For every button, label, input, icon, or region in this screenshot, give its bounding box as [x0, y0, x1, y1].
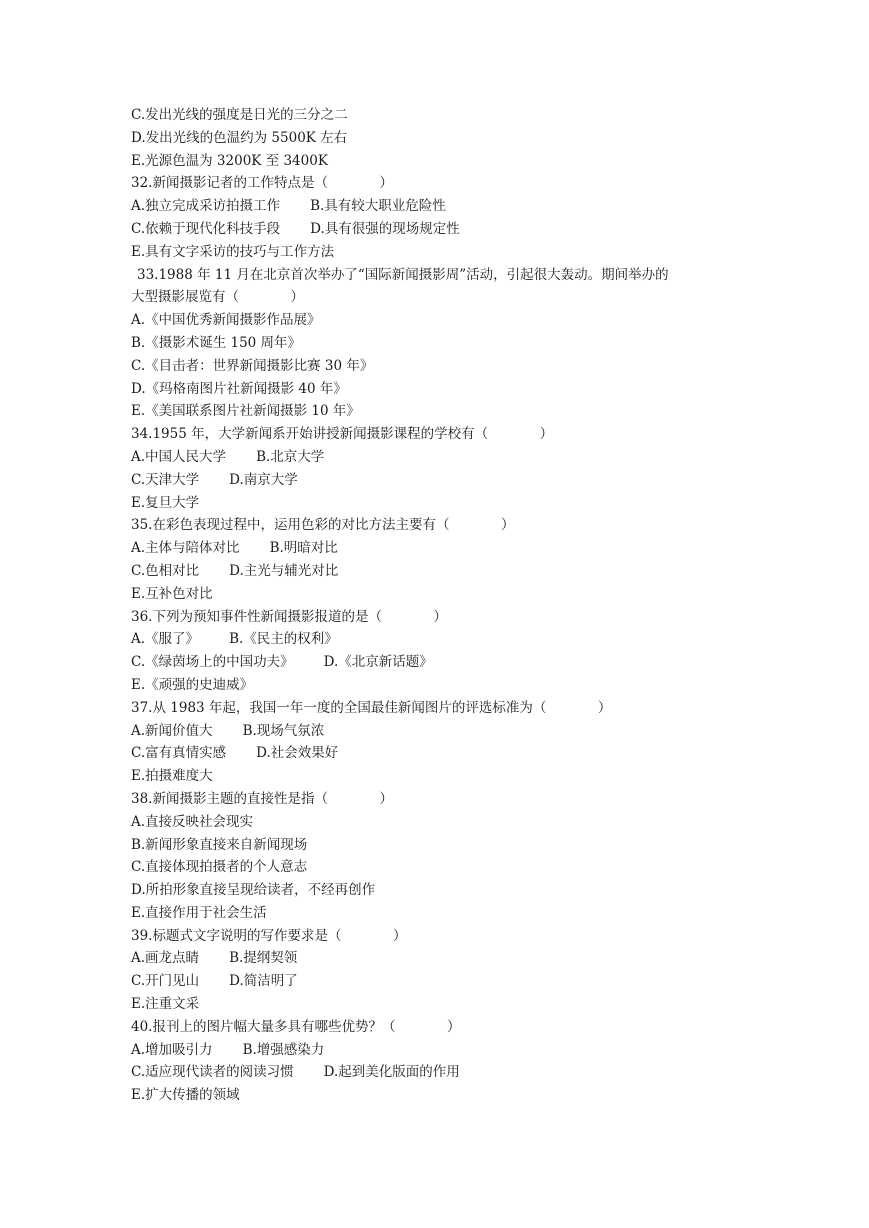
- option-line: C.富有真情实感 D.社会效果好: [131, 745, 339, 762]
- option-line: C.适应现代读者的阅读习惯 D.起到美化版面的作用: [131, 1064, 460, 1081]
- option-line: C.直接体现拍摄者的个人意志: [131, 859, 308, 876]
- option-line: E.直接作用于社会生活: [131, 904, 267, 921]
- option-line: C.《目击者：世界新闻摄影比赛 30 年》: [131, 357, 374, 374]
- option-line: C.依赖于现代化科技手段 D.具有很强的现场规定性: [131, 220, 460, 237]
- option-line: E.拍摄难度大: [131, 768, 213, 785]
- question-line: 32.新闻摄影记者的工作特点是（ ）: [131, 175, 393, 192]
- question-line: 35.在彩色表现过程中，运用色彩的对比方法主要有（ ）: [131, 517, 515, 534]
- option-line: E.复旦大学: [131, 494, 200, 511]
- option-line: D.发出光线的色温约为 5500K 左右: [131, 129, 348, 146]
- option-line: E.具有文字采访的技巧与工作方法: [131, 243, 335, 260]
- option-line: E.光源色温为 3200K 至 3400K: [131, 152, 328, 169]
- question-line: 39.标题式文字说明的写作要求是（ ）: [131, 927, 407, 944]
- option-line: A.中国人民大学 B.北京大学: [131, 448, 325, 465]
- question-line: 38.新闻摄影主题的直接性是指（ ）: [131, 790, 393, 807]
- option-line: E.《顽强的史迪威》: [131, 676, 254, 693]
- option-line: E.互补色对比: [131, 585, 213, 602]
- option-line: B.新闻形象直接来自新闻现场: [131, 836, 308, 853]
- question-line: 36.下列为预知事件性新闻摄影报道的是（ ）: [131, 608, 447, 625]
- option-line: C.天津大学 D.南京大学: [131, 471, 298, 488]
- option-line: A.《服了》 B.《民主的权利》: [131, 631, 338, 648]
- option-line: A.直接反映社会现实: [131, 813, 254, 830]
- option-line: A.增加吸引力 B.增强感染力: [131, 1041, 325, 1058]
- option-line: A.新闻价值大 B.现场气氛浓: [131, 722, 325, 739]
- option-line: E.扩大传播的领域: [131, 1087, 240, 1104]
- option-line: C.《绿茵场上的中国功夫》 D.《北京新话题》: [131, 654, 433, 671]
- option-line: C.开门见山 D.简洁明了: [131, 973, 298, 990]
- question-line: 33.1988 年 11 月在北京首次举办了“国际新闻摄影周”活动，引起很大轰动。期间举办的: [137, 266, 669, 283]
- option-line: D.《玛格南图片社新闻摄影 40 年》: [131, 380, 347, 397]
- option-line: E.注重文采: [131, 996, 200, 1013]
- question-line: 大型摄影展览有（ ）: [131, 289, 304, 306]
- option-line: D.所拍形象直接呈现给读者，不经再创作: [131, 882, 376, 899]
- option-line: C.发出光线的强度是日光的三分之二: [131, 107, 348, 123]
- option-line: A.主体与陪体对比 B.明暗对比: [131, 540, 338, 557]
- option-line: A.独立完成采访拍摄工作 B.具有较大职业危险性: [131, 198, 446, 215]
- question-line: 34.1955 年，大学新闻系开始讲授新闻摄影课程的学校有（ ）: [131, 426, 554, 443]
- option-line: E.《美国联系图片社新闻摄影 10 年》: [131, 403, 360, 420]
- option-line: A.《中国优秀新闻摄影作品展》: [131, 312, 321, 329]
- document-page: [131, 104, 741, 1107]
- question-line: 37.从 1983 年起，我国一年一度的全国最佳新闻图片的评选标准为（ ）: [131, 699, 612, 716]
- option-line: A.画龙点睛 B.提纲契领: [131, 950, 298, 967]
- question-line: 40.报刊上的图片幅大量多具有哪些优势？（ ）: [131, 1018, 461, 1035]
- option-line: B.《摄影术诞生 150 周年》: [131, 334, 302, 351]
- option-line: C.色相对比 D.主光与辅光对比: [131, 562, 339, 579]
